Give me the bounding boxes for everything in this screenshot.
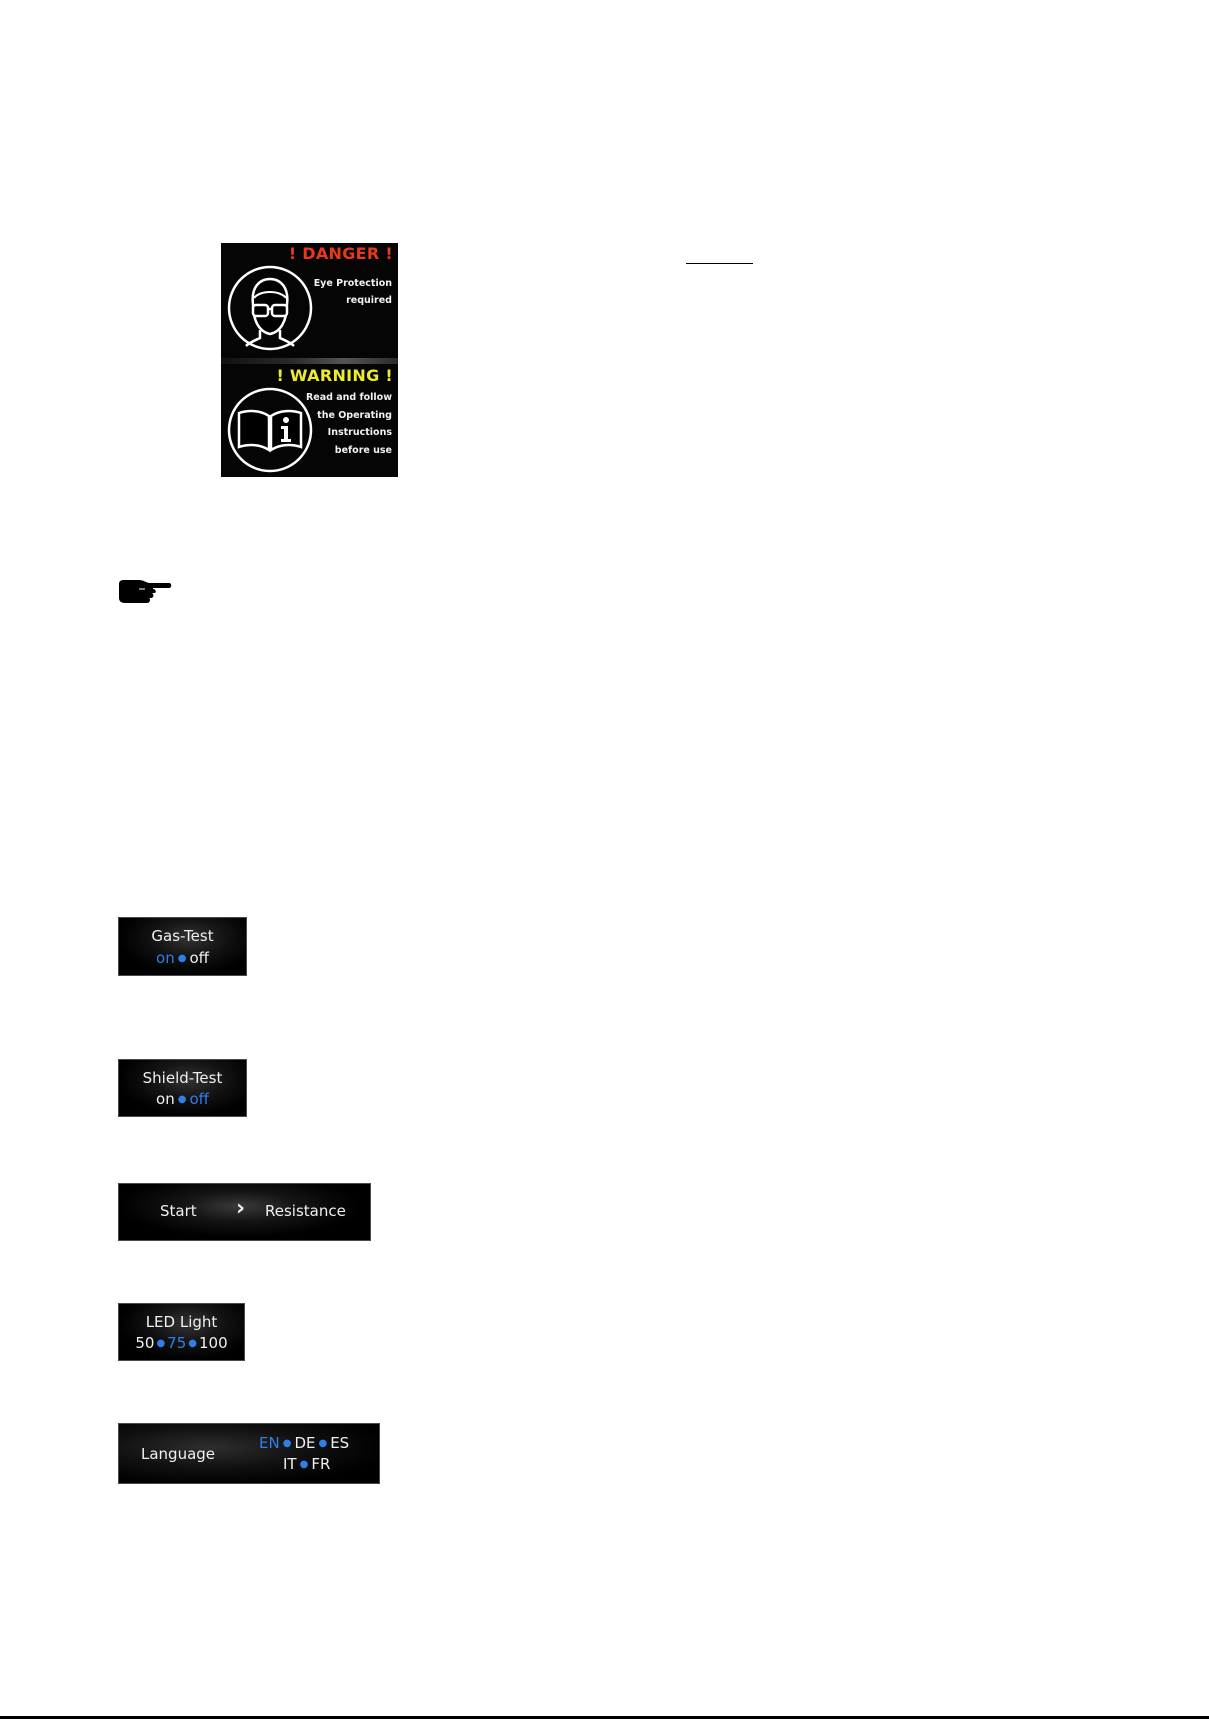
gas-test-title: Gas-Test bbox=[151, 927, 214, 945]
separator-dot: ● bbox=[299, 1459, 309, 1470]
danger-text bbox=[314, 275, 392, 309]
language-option-it[interactable]: IT bbox=[283, 1455, 297, 1473]
warning-text-line: the Operating bbox=[317, 409, 392, 421]
pointing-hand-icon bbox=[117, 576, 173, 606]
gas-test-button[interactable] bbox=[118, 917, 247, 976]
separator-dot: ● bbox=[177, 953, 187, 964]
gas-test-option-on[interactable]: on bbox=[156, 949, 175, 967]
separator-dot: ● bbox=[188, 1338, 197, 1349]
shield-test-option-off[interactable]: off bbox=[189, 1090, 209, 1108]
separator-dot: ● bbox=[318, 1438, 328, 1449]
separator-dot: ● bbox=[156, 1338, 166, 1349]
language-option-fr[interactable]: FR bbox=[311, 1455, 331, 1473]
led-option-75[interactable]: 75 bbox=[167, 1334, 187, 1352]
language-options-row1 bbox=[259, 1434, 349, 1452]
led-light-title: LED Light bbox=[145, 1313, 218, 1331]
language-title: Language bbox=[141, 1445, 216, 1463]
start-resistance-button[interactable] bbox=[118, 1183, 371, 1241]
chevron-right-icon: › bbox=[236, 1196, 246, 1221]
read-manual-icon bbox=[226, 386, 314, 474]
shield-test-options bbox=[119, 1090, 246, 1108]
start-label: Start bbox=[160, 1202, 197, 1220]
led-light-button[interactable] bbox=[118, 1303, 245, 1361]
danger-text-line: Eye Protection bbox=[313, 278, 392, 289]
warning-text-line: before use bbox=[334, 444, 392, 456]
danger-panel bbox=[221, 243, 398, 360]
separator-dot: ● bbox=[282, 1438, 292, 1449]
separator-dot: ● bbox=[177, 1094, 187, 1105]
led-option-50[interactable]: 50 bbox=[135, 1334, 155, 1352]
warning-headline: ! WARNING ! bbox=[276, 366, 393, 385]
warning-text-line: Read and follow bbox=[305, 392, 392, 403]
eye-protection-icon bbox=[226, 264, 314, 352]
shield-test-button[interactable] bbox=[118, 1059, 247, 1117]
led-option-100[interactable]: 100 bbox=[199, 1334, 228, 1352]
shield-test-title: Shield-Test bbox=[142, 1069, 223, 1087]
language-option-es[interactable]: ES bbox=[330, 1434, 350, 1452]
danger-text-line: required bbox=[346, 295, 392, 306]
language-option-de[interactable]: DE bbox=[294, 1434, 316, 1452]
language-options-row2 bbox=[283, 1455, 330, 1473]
led-light-options bbox=[119, 1334, 244, 1352]
language-option-en[interactable]: EN bbox=[259, 1434, 280, 1452]
language-button[interactable] bbox=[118, 1423, 380, 1484]
shield-test-option-on[interactable]: on bbox=[156, 1090, 175, 1108]
gas-test-option-off[interactable]: off bbox=[189, 949, 209, 967]
warning-text bbox=[306, 389, 392, 459]
underline-mark bbox=[686, 263, 753, 264]
warning-panel bbox=[221, 362, 398, 477]
danger-headline: ! DANGER ! bbox=[288, 244, 393, 263]
warning-text-line: Instructions bbox=[327, 427, 392, 438]
gas-test-options bbox=[119, 949, 246, 967]
resistance-label: Resistance bbox=[265, 1202, 346, 1220]
safety-sign bbox=[221, 243, 398, 477]
